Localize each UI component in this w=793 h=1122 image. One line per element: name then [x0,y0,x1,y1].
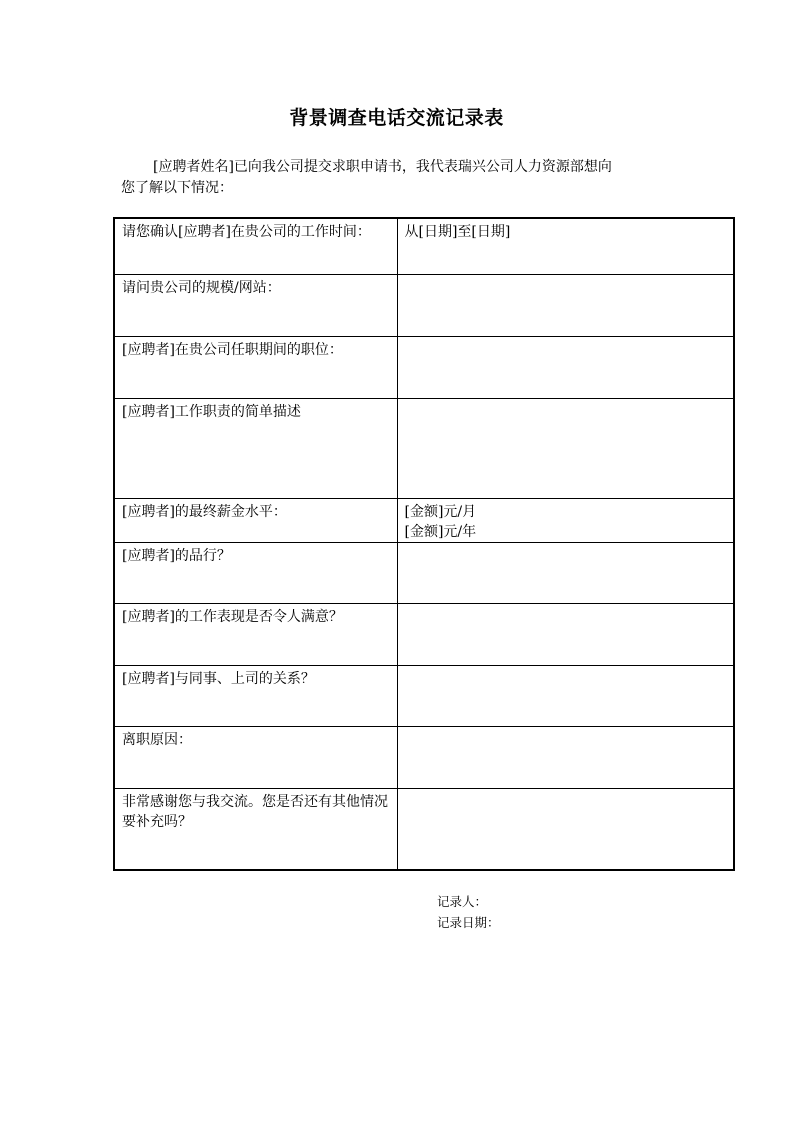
table-row [114,603,734,665]
answer-cell[interactable] [397,336,734,398]
answer-line-monthly: [金额]元/月 [404,503,477,520]
question-cell: 请您确认[应聘者]在贵公司的工作时间： [114,218,397,274]
answer-cell[interactable] [397,542,734,603]
page-title: 背景调查电话交流记录表 [289,107,504,129]
answer-cell[interactable] [397,218,734,274]
table-row [114,542,734,603]
answer-cell[interactable] [397,726,734,788]
answer-cell[interactable] [397,398,734,498]
background-check-table [113,217,735,871]
question-cell: [应聘者]的最终薪金水平： [114,498,397,542]
table-row [114,726,734,788]
table-row [114,274,734,336]
record-date-label: 记录日期： [437,915,500,930]
answer-cell[interactable] [397,498,734,542]
question-cell: 非常感谢您与我交流。您是否还有其他情况要补充吗？ [114,788,397,870]
question-cell: [应聘者]工作职责的简单描述 [114,398,397,498]
answer-line: 从[日期]至[日期] [404,224,511,240]
table-row [114,665,734,726]
question-cell: [应聘者]的品行？ [114,542,397,603]
answer-cell[interactable] [397,603,734,665]
answer-cell[interactable] [397,788,734,870]
table-row [114,218,734,274]
intro-line-1: [应聘者姓名]已向我公司提交求职申请书，我代表瑞兴公司人力资源部想向 [153,159,612,175]
table-row [114,336,734,398]
intro-line-2: 您了解以下情况： [121,180,233,196]
question-cell: [应聘者]与同事、上司的关系？ [114,665,397,726]
recorder-label: 记录人： [437,894,488,909]
table-row [114,398,734,498]
intro-paragraph [121,157,691,199]
answer-cell[interactable] [397,274,734,336]
question-cell: 离职原因： [114,726,397,788]
answer-cell[interactable] [397,665,734,726]
table-row [114,788,734,870]
recorder-block [437,891,500,933]
question-cell: [应聘者]的工作表现是否令人满意？ [114,603,397,665]
question-cell: 请问贵公司的规模/网站： [114,274,397,336]
answer-line-yearly: [金额]元/年 [404,523,477,540]
table-row [114,498,734,542]
question-cell: [应聘者]在贵公司任职期间的职位： [114,336,397,398]
